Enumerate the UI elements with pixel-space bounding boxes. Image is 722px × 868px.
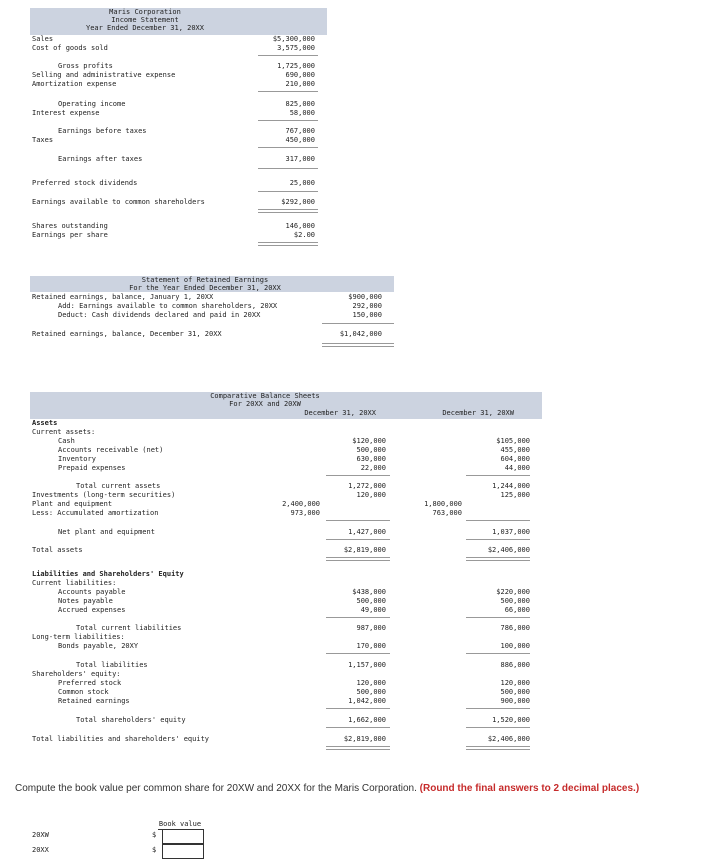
plant-20xw: 1,800,000: [424, 500, 462, 508]
column-header-20xx: December 31, 20XX: [304, 409, 376, 417]
answer-year-20xw: 20XW: [32, 831, 49, 839]
total-equity-20xw: 1,520,000: [492, 716, 530, 724]
currency-symbol: $: [152, 846, 157, 854]
income-label: Shares outstanding: [32, 222, 108, 230]
asset-value-20xx: 500,000: [356, 446, 386, 454]
answer-year-20xx: 20XX: [32, 846, 49, 854]
investments-20xx: 120,000: [356, 491, 386, 499]
income-label: Sales: [32, 35, 54, 43]
investments-label: Investments (long-term securities): [32, 491, 176, 499]
double-rule: [258, 209, 318, 213]
rule: [466, 727, 530, 728]
asset-value-20xx: 630,000: [356, 455, 386, 463]
currency-symbol: $: [152, 831, 157, 839]
rule: [258, 55, 318, 56]
asset-value-20xw: 455,000: [500, 446, 530, 454]
rule: [466, 708, 530, 709]
amortization-20xx: 973,000: [290, 509, 320, 517]
income-value: 825,000: [285, 100, 315, 108]
equity-label: Preferred stock: [58, 679, 122, 687]
net-plant-20xx: 1,427,000: [348, 528, 386, 536]
rule: [466, 653, 530, 654]
rule: [258, 91, 318, 92]
total-current-assets-label: Total current assets: [76, 482, 161, 490]
retained-value: $900,000: [348, 293, 382, 301]
income-title-name: Income Statement: [111, 16, 179, 24]
income-label: Operating income: [58, 100, 126, 108]
rule: [258, 147, 318, 148]
equity-value-20xx: 120,000: [356, 679, 386, 687]
income-label: Selling and administrative expense: [32, 71, 176, 79]
rule: [258, 191, 318, 192]
total-liabilities-label: Total liabilities: [76, 661, 148, 669]
income-value: 317,000: [285, 155, 315, 163]
liability-label: Notes payable: [58, 597, 113, 605]
rule: [326, 653, 390, 654]
total-equity-20xx: 1,662,000: [348, 716, 386, 724]
book-value-header: Book value: [158, 820, 202, 828]
double-rule: [258, 242, 318, 246]
liability-value-20xx: 500,000: [356, 597, 386, 605]
liability-value-20xw: 500,000: [500, 597, 530, 605]
liability-value-20xx: 49,000: [360, 606, 386, 614]
total-current-assets-20xx: 1,272,000: [348, 482, 386, 490]
total-liabilities-20xw: 886,000: [500, 661, 530, 669]
current-assets-label: Current assets:: [32, 428, 96, 436]
long-term-liabilities-label: Long-term liabilities:: [32, 633, 125, 641]
rule: [326, 727, 390, 728]
amortization-label: Less: Accumulated amortization: [32, 509, 159, 517]
equity-value-20xx: 1,042,000: [348, 697, 386, 705]
asset-label: Cash: [58, 437, 75, 445]
total-liabilities-equity-label: Total liabilities and shareholders' equity: [32, 735, 210, 743]
income-label: Interest expense: [32, 109, 100, 117]
income-label: Cost of goods sold: [32, 44, 108, 52]
bonds-label: Bonds payable, 20XY: [58, 642, 139, 650]
income-value: 25,000: [289, 179, 315, 187]
asset-label: Prepaid expenses: [58, 464, 126, 472]
double-rule: [466, 557, 530, 561]
income-value: $292,000: [281, 198, 315, 206]
book-value-20xx-input[interactable]: [162, 844, 204, 859]
column-header-20xw: December 31, 20XW: [442, 409, 514, 417]
income-value: 58,000: [289, 109, 315, 117]
total-assets-label: Total assets: [32, 546, 83, 554]
income-label: Earnings per share: [32, 231, 108, 239]
double-rule: [326, 746, 390, 750]
rule: [258, 168, 318, 169]
income-label: Earnings after taxes: [58, 155, 143, 163]
double-rule: [466, 746, 530, 750]
asset-label: Accounts receivable (net): [58, 446, 164, 454]
rule: [326, 475, 390, 476]
total-current-liabilities-label: Total current liabilities: [76, 624, 182, 632]
retained-period: For the Year Ended December 31, 20XX: [129, 284, 281, 292]
income-label: Gross profits: [58, 62, 113, 70]
net-plant-label: Net plant and equipment: [58, 528, 155, 536]
income-title-period: Year Ended December 31, 20XX: [85, 24, 204, 32]
liabilities-heading: Liabilities and Shareholders' Equity: [32, 570, 184, 578]
income-label: Amortization expense: [32, 80, 117, 88]
retained-value: 292,000: [352, 302, 382, 310]
income-value: 210,000: [285, 80, 315, 88]
liability-value-20xx: $438,000: [352, 588, 386, 596]
liability-value-20xw: $220,000: [496, 588, 530, 596]
question-emphasis: (Round the final answers to 2 decimal places.): [419, 783, 640, 794]
total-liabilities-equity-20xw: $2,406,000: [487, 735, 530, 743]
liability-label: Accrued expenses: [58, 606, 126, 614]
rule: [322, 323, 394, 324]
asset-value-20xx: $120,000: [352, 437, 386, 445]
plant-label: Plant and equipment: [32, 500, 113, 508]
question-text: Compute the book value per common share for 20XW and 20XX for the Maris Corporation.: [15, 783, 420, 794]
investments-20xw: 125,000: [500, 491, 530, 499]
total-current-assets-20xw: 1,244,000: [492, 482, 530, 490]
rule: [466, 617, 530, 618]
retained-value: 150,000: [352, 311, 382, 319]
income-label: Taxes: [32, 136, 54, 144]
total-liabilities-20xx: 1,157,000: [348, 661, 386, 669]
balance-title: Comparative Balance Sheets: [210, 392, 320, 400]
amortization-20xw: 763,000: [432, 509, 462, 517]
rule: [466, 520, 530, 521]
book-value-20xw-input[interactable]: [162, 829, 204, 844]
equity-label: Common stock: [58, 688, 109, 696]
asset-value-20xw: 604,000: [500, 455, 530, 463]
rule: [466, 539, 530, 540]
income-value: 3,575,000: [277, 44, 315, 52]
current-liabilities-label: Current liabilities:: [32, 579, 117, 587]
retained-label: Add: Earnings available to common shareholders, 20XX: [58, 302, 278, 310]
double-rule: [326, 557, 390, 561]
total-assets-20xx: $2,819,000: [343, 546, 386, 554]
income-label: Earnings available to common shareholders: [32, 198, 205, 206]
rule: [326, 617, 390, 618]
rule: [326, 539, 390, 540]
total-liabilities-equity-20xx: $2,819,000: [343, 735, 386, 743]
retained-label: Deduct: Cash dividends declared and paid in 20XX: [58, 311, 261, 319]
asset-value-20xw: 44,000: [504, 464, 530, 472]
income-value: 1,725,000: [277, 62, 315, 70]
retained-title: Statement of Retained Earnings: [141, 276, 269, 284]
assets-heading: Assets: [32, 419, 58, 427]
total-current-liabilities-20xw: 786,000: [500, 624, 530, 632]
net-plant-20xw: 1,037,000: [492, 528, 530, 536]
question-prompt: [15, 783, 705, 795]
income-label: Preferred stock dividends: [32, 179, 138, 187]
rule: [258, 120, 318, 121]
plant-20xx: 2,400,000: [282, 500, 320, 508]
retained-value: $1,042,000: [339, 330, 382, 338]
equity-value-20xw: 500,000: [500, 688, 530, 696]
retained-label: Retained earnings, balance, January 1, 20XX: [32, 293, 214, 301]
income-title-company: Maris Corporation: [109, 8, 181, 16]
liability-label: Accounts payable: [58, 588, 126, 596]
equity-value-20xx: 500,000: [356, 688, 386, 696]
asset-label: Inventory: [58, 455, 96, 463]
asset-value-20xx: 22,000: [360, 464, 386, 472]
balance-period: For 20XX and 20XW: [229, 400, 301, 408]
income-label: Earnings before taxes: [58, 127, 147, 135]
bonds-20xw: 100,000: [500, 642, 530, 650]
income-value: 690,000: [285, 71, 315, 79]
asset-value-20xw: $105,000: [496, 437, 530, 445]
rule: [326, 520, 390, 521]
equity-label: Retained earnings: [58, 697, 130, 705]
equity-value-20xw: 120,000: [500, 679, 530, 687]
retained-label: Retained earnings, balance, December 31, 20XX: [32, 330, 222, 338]
income-value: $5,300,000: [272, 35, 315, 43]
rule: [326, 708, 390, 709]
shareholders-equity-label: Shareholders' equity:: [32, 670, 121, 678]
double-rule: [322, 343, 394, 347]
total-assets-20xw: $2,406,000: [487, 546, 530, 554]
income-value: 767,000: [285, 127, 315, 135]
equity-value-20xw: 900,000: [500, 697, 530, 705]
income-value: $2.00: [293, 231, 315, 239]
income-value: 450,000: [285, 136, 315, 144]
rule: [466, 475, 530, 476]
liability-value-20xw: 66,000: [504, 606, 530, 614]
bonds-20xx: 170,000: [356, 642, 386, 650]
income-value: 146,000: [285, 222, 315, 230]
total-current-liabilities-20xx: 987,000: [356, 624, 386, 632]
total-equity-label: Total shareholders' equity: [76, 716, 186, 724]
